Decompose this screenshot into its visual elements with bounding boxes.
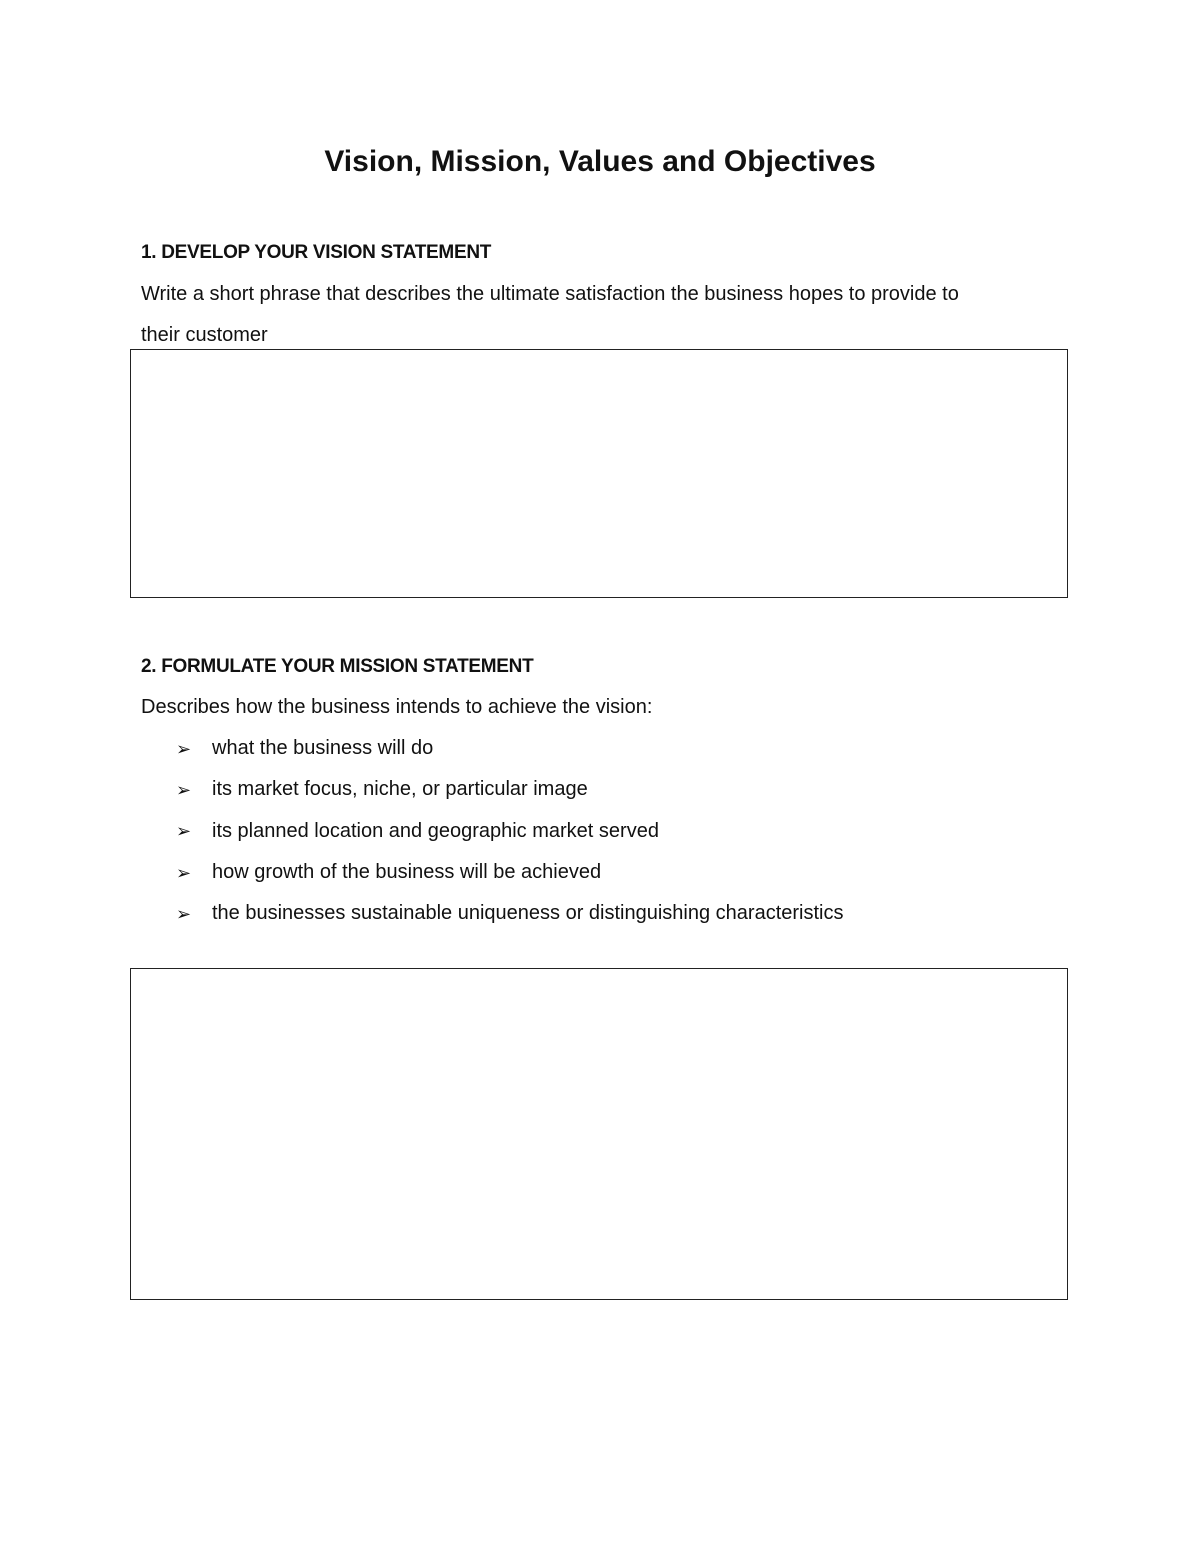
arrow-bullet-icon: ➢ bbox=[176, 779, 192, 800]
list-item bbox=[141, 893, 843, 934]
mission-heading: 2. FORMULATE YOUR MISSION STATEMENT bbox=[141, 656, 534, 677]
mission-bullet-list bbox=[141, 728, 843, 934]
page-title: Vision, Mission, Values and Objectives bbox=[324, 145, 876, 178]
vision-instruction-line1: Write a short phrase that describes the ultimate satisfaction the business hopes to provide to bbox=[141, 283, 959, 305]
arrow-bullet-icon: ➢ bbox=[176, 738, 192, 759]
list-item-text: how growth of the business will be achieved bbox=[212, 861, 602, 884]
vision-instruction-line2: their customer bbox=[141, 324, 268, 346]
vision-answer-box[interactable] bbox=[130, 349, 1068, 598]
arrow-bullet-icon: ➢ bbox=[176, 903, 192, 924]
list-item-text: what the business will do bbox=[212, 737, 434, 760]
list-item bbox=[141, 728, 843, 769]
mission-instruction: Describes how the business intends to achieve the vision: bbox=[141, 696, 653, 718]
list-item bbox=[141, 769, 843, 810]
arrow-bullet-icon: ➢ bbox=[176, 821, 192, 842]
arrow-bullet-icon: ➢ bbox=[176, 862, 192, 883]
vision-heading: 1. DEVELOP YOUR VISION STATEMENT bbox=[141, 242, 492, 263]
list-item bbox=[141, 811, 843, 852]
mission-answer-box[interactable] bbox=[130, 968, 1068, 1300]
list-item-text: the businesses sustainable uniqueness or distinguishing characteristics bbox=[212, 902, 844, 925]
list-item-text: its planned location and geographic market served bbox=[212, 819, 659, 842]
list-item-text: its market focus, niche, or particular image bbox=[212, 778, 588, 801]
list-item bbox=[141, 852, 843, 893]
